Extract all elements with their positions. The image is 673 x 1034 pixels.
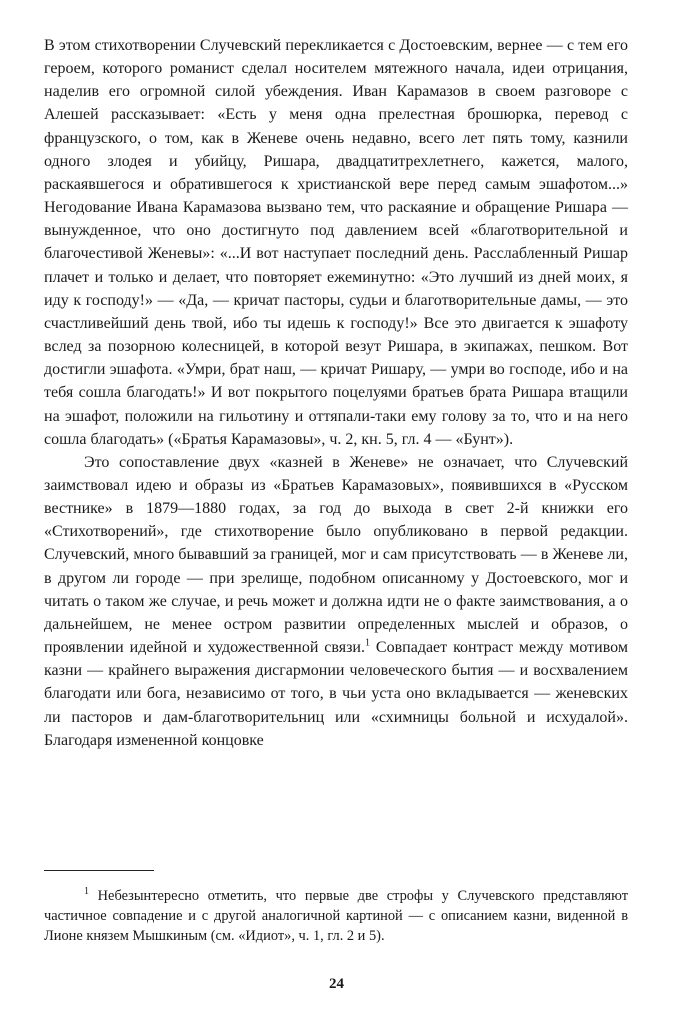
footnote-separator	[44, 870, 154, 871]
page-number: 24	[329, 976, 344, 992]
footnote	[44, 886, 628, 946]
paragraph-1: В этом стихотворении Случевский перекликается с Достоевским, вернее — с тем его героем, которого романист сделал носителем мятежного начала, идеи отрицания, наделив его огромной силой убеждения. Иван Карамазов в своем разговоре с Алешей рассказывает: «Есть у меня одна прелестная брошюрка, перевод с французского, о том, как в Женеве очень недавно, всего лет пять тому, казнили одного злодея и убийцу, Ришара, двадцатитрехлетнего, кажется, малого, раскаявшегося и обратившегося к христианской вере перед самым эшафотом...» Негодование Ивана Карамазова вызвано тем, что раскаяние и обращение Ришара — вынужденное, что оно достигнуто под давлением всей «благотворительной и благочестивой Женевы»: «...И вот наступает последний день. Расслабленный Ришар плачет и только и делает, что повторяет ежеминутно: «Это лучший из дней моих, я иду к господу!» — «Да, — кричат пасторы, судьи и благотворительные дамы, — это счастливейший день твой, ибо ты идешь к господу!» Все это двигается к эшафоту вслед за позорною колесницей, в которой везут Ришара, в экипажах, пешком. Вот достигли эшафота. «Умри, брат наш, — кричат Ришару, — умри во господе, ибо и на тебя сошла благодать!» И вот покрытого поцелуями братьев брата Ришара втащили на эшафот, положили на гильотину и оттяпали-таки ему голову за то, что и на него сошла благодать» («Братья Карамазовы», ч. 2, кн. 5, гл. 4 — «Бунт»).	[44, 37, 628, 448]
paragraph-2-continued: Совпадает контраст между мотивом казни — крайнего выражения дисгармонии человеческого бытия — и восхвалением благодати или бога, независимо от того, в чьи уста оно вкладывается — женевских ли пасторов и дам-благотворительниц или «схимницы больной и исхудалой». Благодаря измененной концовке	[44, 639, 628, 749]
footnote-marker: 1	[84, 886, 89, 898]
footnote-text: Небезынтересно отметить, что первые две строфы у Случевского представляют частичное совпадение и с другой аналогичной картиной — с описанием казни, виденной в Лионе князем Мышкиным (см. «Идиот», ч. 1, гл. 2 и 5).	[44, 888, 628, 944]
paragraph-2	[44, 451, 628, 752]
paragraph-2-text: Это сопоставление двух «казней в Женеве» не означает, что Случевский заимствовал идею и образы из «Братьев Карамазовых», появившихся в «Русском вестнике» в 1879—1880 годах, за год до выхода в свет 2-й книжки его «Стихотворений», где стихотворение было опубликовано в первой редакции. Случевский, много бывавший за границей, мог и сам присутствовать — в Женеве ли, в другом ли городе — при зрелище, подобном описанному у Достоевского, мог и читать о таком же случае, и речь может и должна идти не о факте заимствования, а о дальнейшем, не менее остром развитии определенных мыслей и образов, о проявлении идейной и художественной связи.	[44, 453, 628, 657]
footnote-reference: 1	[365, 637, 370, 649]
main-text	[44, 34, 628, 752]
